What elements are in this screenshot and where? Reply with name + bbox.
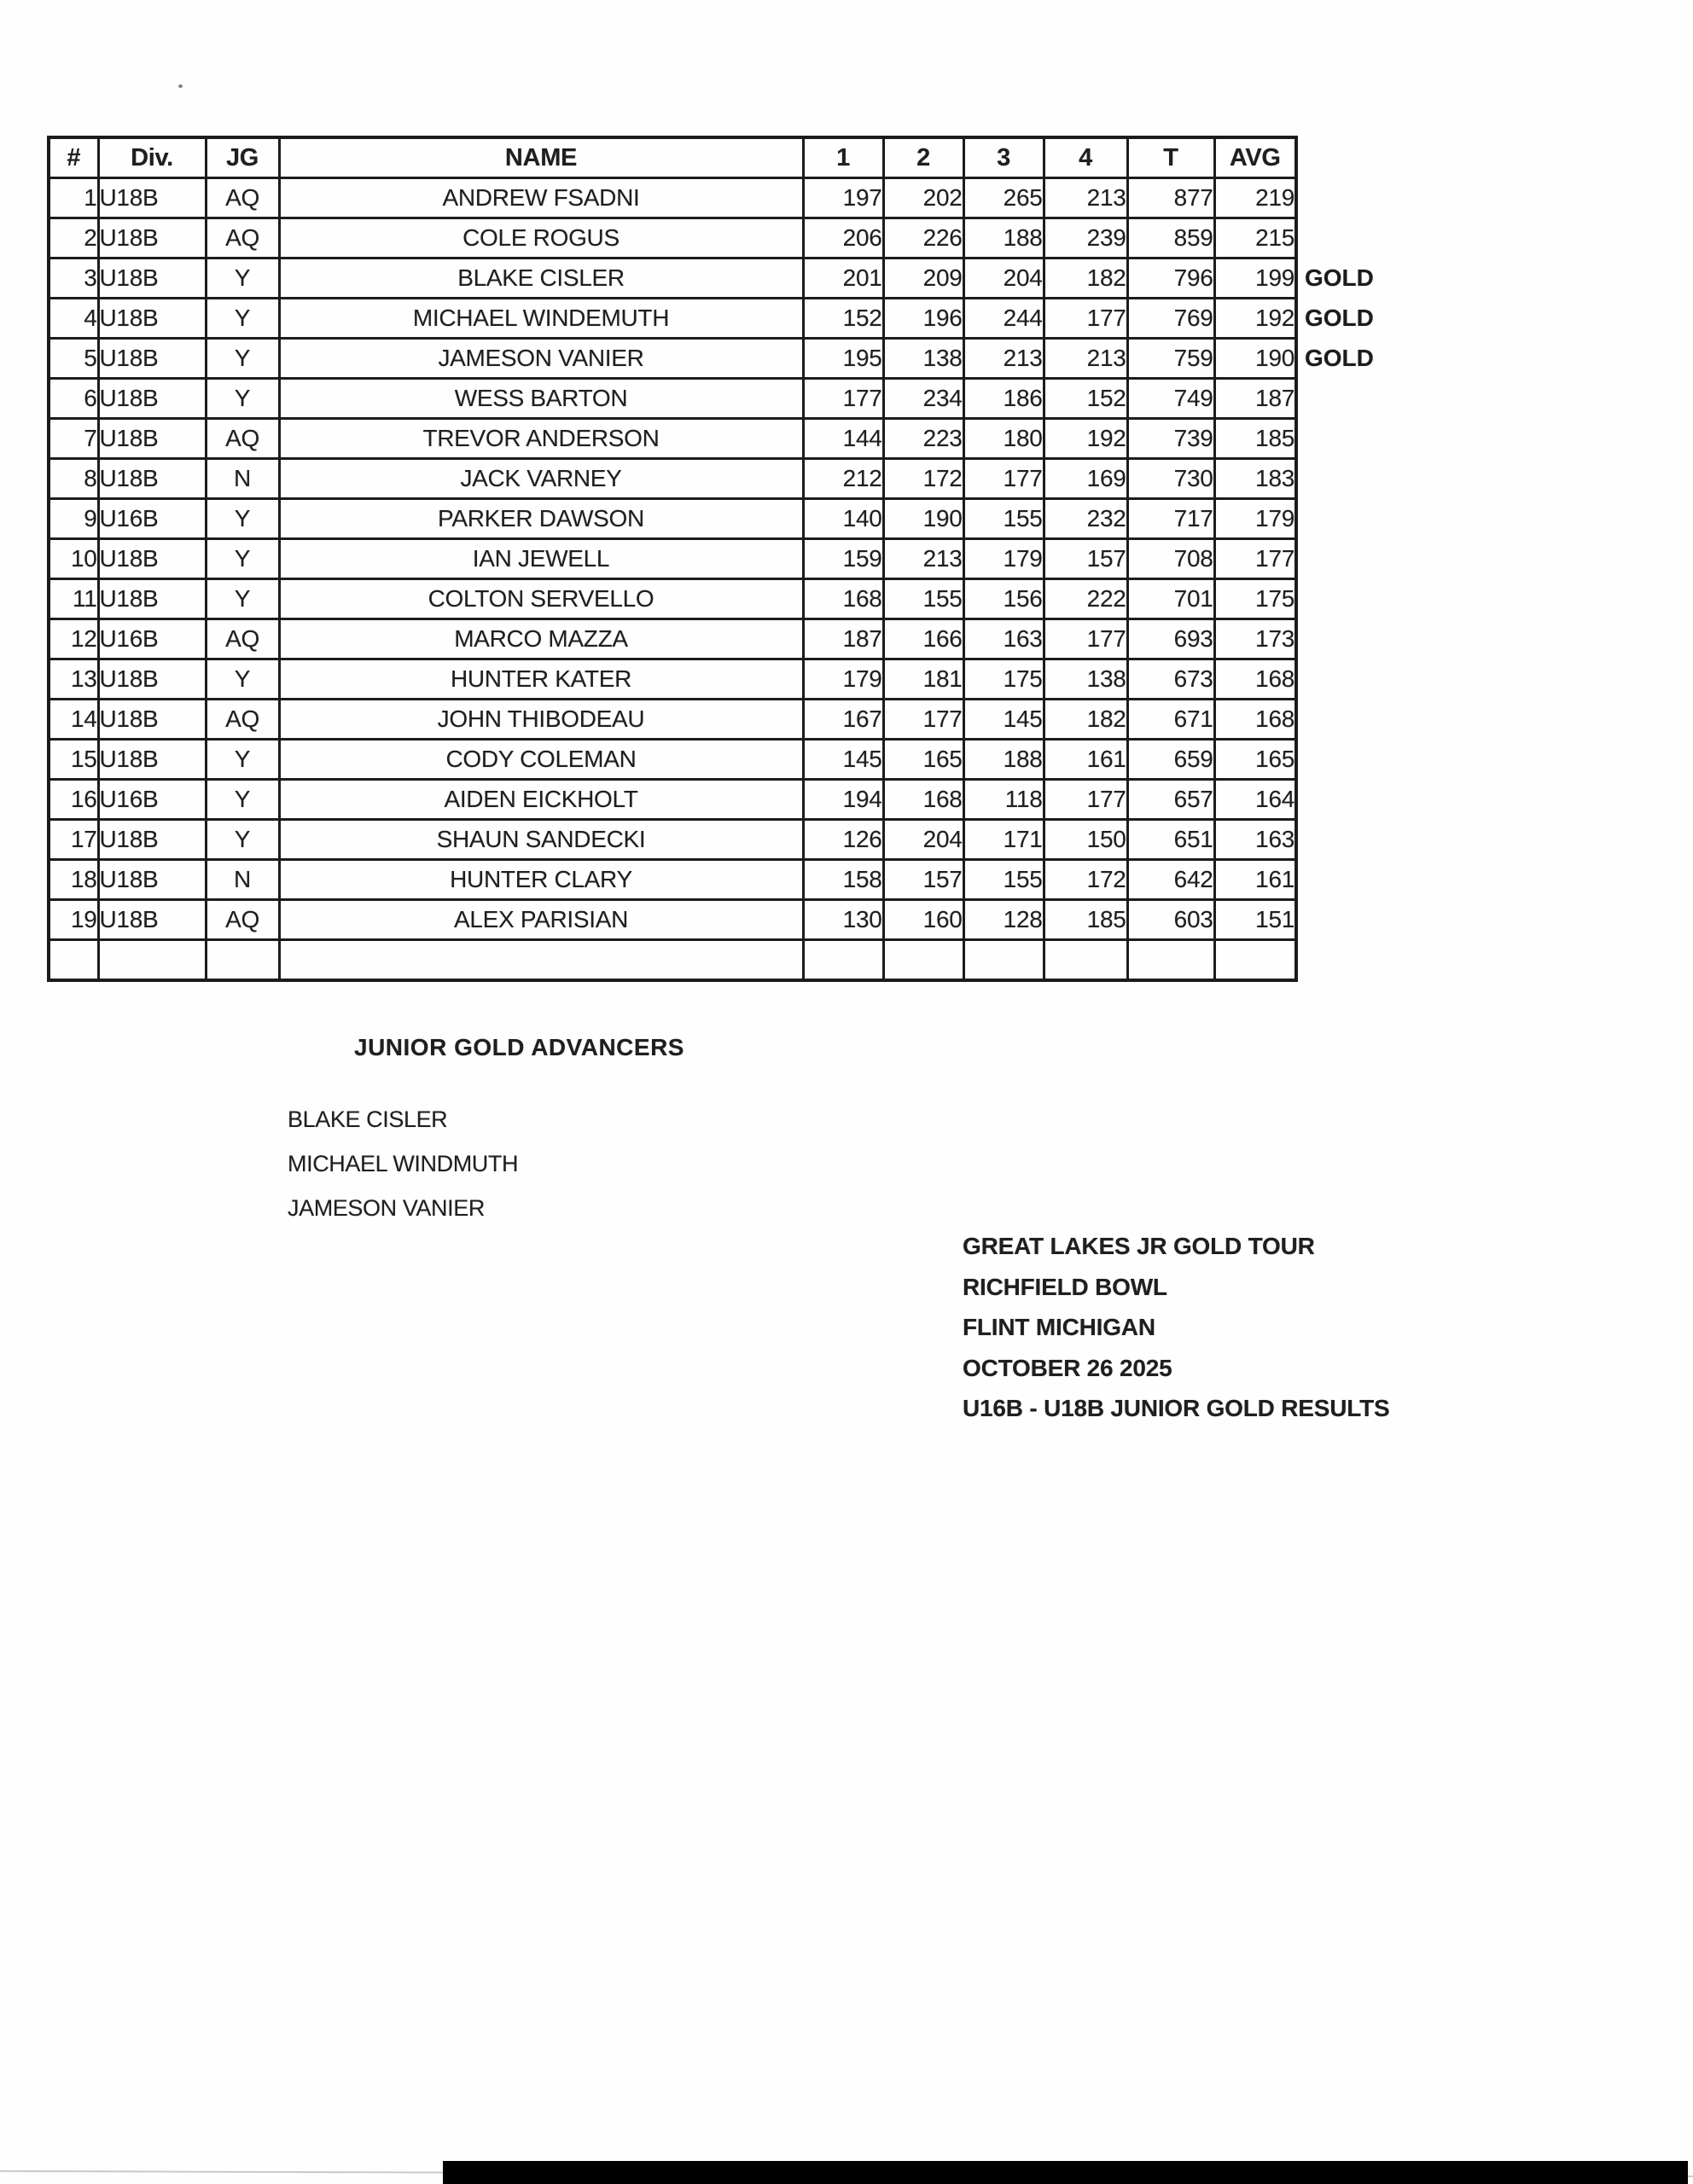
game-1-cell: 152	[803, 299, 883, 339]
name-cell: MARCO MAZZA	[279, 619, 803, 659]
game-2-cell: 190	[883, 499, 963, 539]
empty-cell	[1214, 940, 1296, 981]
jg-cell: AQ	[206, 700, 279, 740]
game-3-cell: 171	[963, 820, 1044, 860]
avg-cell: 163	[1214, 820, 1296, 860]
total-cell: 671	[1127, 700, 1214, 740]
gold-advancer-label: GOLD	[1305, 345, 1374, 371]
game-2-cell: 181	[883, 659, 963, 700]
game-1-cell: 195	[803, 339, 883, 379]
game-3-cell: 180	[963, 419, 1044, 459]
table-row	[49, 459, 1296, 499]
total-cell: 708	[1127, 539, 1214, 579]
game-2-cell: 234	[883, 379, 963, 419]
game-2-cell: 213	[883, 539, 963, 579]
jg-cell: Y	[206, 339, 279, 379]
game-1-cell: 194	[803, 780, 883, 820]
event-info-block	[963, 1226, 1389, 1429]
jg-cell: Y	[206, 740, 279, 780]
table-row	[49, 339, 1296, 379]
empty-cell	[963, 940, 1044, 981]
game-3-cell: 186	[963, 379, 1044, 419]
division-cell: U18B	[98, 379, 206, 419]
name-cell: JACK VARNEY	[279, 459, 803, 499]
game-4-cell: 177	[1044, 619, 1127, 659]
total-cell: 701	[1127, 579, 1214, 619]
rank-cell: 6	[49, 379, 98, 419]
rank-cell: 5	[49, 339, 98, 379]
division-cell: U18B	[98, 579, 206, 619]
table-row	[49, 619, 1296, 659]
game-4-cell: 152	[1044, 379, 1127, 419]
game-1-cell: 197	[803, 178, 883, 218]
division-cell: U18B	[98, 740, 206, 780]
total-cell: 673	[1127, 659, 1214, 700]
empty-cell	[803, 940, 883, 981]
table-row	[49, 258, 1296, 299]
avg-cell: 165	[1214, 740, 1296, 780]
gold-advancer-label: GOLD	[1305, 264, 1374, 291]
name-cell: COLE ROGUS	[279, 218, 803, 258]
total-cell: 651	[1127, 820, 1214, 860]
game-3-cell: 163	[963, 619, 1044, 659]
name-cell: ALEX PARISIAN	[279, 900, 803, 940]
jg-cell: Y	[206, 659, 279, 700]
game-3-cell: 175	[963, 659, 1044, 700]
game-2-cell: 138	[883, 339, 963, 379]
avg-cell: 151	[1214, 900, 1296, 940]
rank-cell: 15	[49, 740, 98, 780]
avg-cell: 219	[1214, 178, 1296, 218]
jg-cell: Y	[206, 258, 279, 299]
game-2-cell: 204	[883, 820, 963, 860]
advancer-name: MICHAEL WINDMUTH	[288, 1151, 519, 1176]
table-row	[49, 900, 1296, 940]
jg-cell: AQ	[206, 218, 279, 258]
rank-cell: 17	[49, 820, 98, 860]
avg-cell: 192 GOLD	[1214, 299, 1296, 339]
avg-cell: 199 GOLD	[1214, 258, 1296, 299]
game-2-cell: 168	[883, 780, 963, 820]
game-3-cell: 204	[963, 258, 1044, 299]
jg-cell: Y	[206, 780, 279, 820]
header-row	[49, 137, 1296, 178]
results-table	[47, 136, 1374, 982]
division-cell: U18B	[98, 459, 206, 499]
game-4-cell: 157	[1044, 539, 1127, 579]
column-header: JG	[206, 137, 279, 178]
game-1-cell: 130	[803, 900, 883, 940]
game-3-cell: 155	[963, 860, 1044, 900]
rank-cell: 12	[49, 619, 98, 659]
column-header: 1	[803, 137, 883, 178]
jg-cell: N	[206, 459, 279, 499]
event-tour-name: GREAT LAKES JR GOLD TOUR	[963, 1233, 1315, 1259]
avg-cell: 185	[1214, 419, 1296, 459]
event-date: OCTOBER 26 2025	[963, 1354, 1172, 1381]
game-4-cell: 182	[1044, 258, 1127, 299]
rank-cell: 7	[49, 419, 98, 459]
jg-cell: Y	[206, 379, 279, 419]
game-1-cell: 144	[803, 419, 883, 459]
rank-cell: 9	[49, 499, 98, 539]
avg-cell: 168	[1214, 700, 1296, 740]
avg-cell: 164	[1214, 780, 1296, 820]
table-row	[49, 780, 1296, 820]
total-cell: 659	[1127, 740, 1214, 780]
game-1-cell: 145	[803, 740, 883, 780]
game-2-cell: 166	[883, 619, 963, 659]
avg-cell: 173	[1214, 619, 1296, 659]
table-row	[49, 659, 1296, 700]
name-cell: ANDREW FSADNI	[279, 178, 803, 218]
game-4-cell: 169	[1044, 459, 1127, 499]
game-1-cell: 168	[803, 579, 883, 619]
name-cell: WESS BARTON	[279, 379, 803, 419]
division-cell: U18B	[98, 218, 206, 258]
empty-cell	[1127, 940, 1214, 981]
table-row	[49, 579, 1296, 619]
name-cell: HUNTER KATER	[279, 659, 803, 700]
game-4-cell: 172	[1044, 860, 1127, 900]
division-cell: U16B	[98, 780, 206, 820]
avg-cell: 215	[1214, 218, 1296, 258]
column-header: AVG	[1214, 137, 1296, 178]
avg-cell: 187	[1214, 379, 1296, 419]
division-cell: U18B	[98, 419, 206, 459]
division-cell: U18B	[98, 900, 206, 940]
rank-cell: 10	[49, 539, 98, 579]
game-1-cell: 206	[803, 218, 883, 258]
game-3-cell: 155	[963, 499, 1044, 539]
division-cell: U18B	[98, 299, 206, 339]
total-cell: 739	[1127, 419, 1214, 459]
jg-cell: AQ	[206, 900, 279, 940]
game-2-cell: 226	[883, 218, 963, 258]
game-3-cell: 177	[963, 459, 1044, 499]
total-cell: 877	[1127, 178, 1214, 218]
game-3-cell: 118	[963, 780, 1044, 820]
scan-edge-black-bar	[443, 2161, 1688, 2184]
division-cell: U18B	[98, 539, 206, 579]
division-cell: U18B	[98, 339, 206, 379]
division-cell: U16B	[98, 499, 206, 539]
column-header: 4	[1044, 137, 1127, 178]
table-row	[49, 299, 1296, 339]
division-cell: U18B	[98, 860, 206, 900]
game-4-cell: 213	[1044, 178, 1127, 218]
total-cell: 769	[1127, 299, 1214, 339]
game-1-cell: 201	[803, 258, 883, 299]
game-4-cell: 192	[1044, 419, 1127, 459]
jg-cell: AQ	[206, 619, 279, 659]
game-4-cell: 177	[1044, 780, 1127, 820]
total-cell: 717	[1127, 499, 1214, 539]
division-cell: U18B	[98, 700, 206, 740]
division-cell: U18B	[98, 659, 206, 700]
game-4-cell: 185	[1044, 900, 1127, 940]
column-header: NAME	[279, 137, 803, 178]
division-cell: U18B	[98, 178, 206, 218]
game-4-cell: 177	[1044, 299, 1127, 339]
game-4-cell: 232	[1044, 499, 1127, 539]
division-cell: U18B	[98, 258, 206, 299]
game-2-cell: 177	[883, 700, 963, 740]
advancer-name: BLAKE CISLER	[288, 1107, 448, 1132]
name-cell: TREVOR ANDERSON	[279, 419, 803, 459]
name-cell: HUNTER CLARY	[279, 860, 803, 900]
empty-cell	[883, 940, 963, 981]
rank-cell: 11	[49, 579, 98, 619]
jg-cell: Y	[206, 299, 279, 339]
game-3-cell: 128	[963, 900, 1044, 940]
total-cell: 693	[1127, 619, 1214, 659]
empty-cell	[206, 940, 279, 981]
name-cell: AIDEN EICKHOLT	[279, 780, 803, 820]
avg-cell: 175	[1214, 579, 1296, 619]
game-1-cell: 158	[803, 860, 883, 900]
jg-cell: Y	[206, 539, 279, 579]
name-cell: IAN JEWELL	[279, 539, 803, 579]
avg-cell: 183	[1214, 459, 1296, 499]
name-cell: PARKER DAWSON	[279, 499, 803, 539]
event-city: FLINT MICHIGAN	[963, 1314, 1155, 1340]
avg-cell: 168	[1214, 659, 1296, 700]
game-2-cell: 196	[883, 299, 963, 339]
game-3-cell: 244	[963, 299, 1044, 339]
table-row-empty	[49, 940, 1296, 981]
game-3-cell: 265	[963, 178, 1044, 218]
game-2-cell: 160	[883, 900, 963, 940]
name-cell: JAMESON VANIER	[279, 339, 803, 379]
gold-advancer-label: GOLD	[1305, 305, 1374, 331]
game-2-cell: 202	[883, 178, 963, 218]
rank-cell: 13	[49, 659, 98, 700]
scan-speck-artifact	[178, 84, 183, 88]
empty-cell	[98, 940, 206, 981]
game-1-cell: 126	[803, 820, 883, 860]
game-3-cell: 156	[963, 579, 1044, 619]
column-header: #	[49, 137, 98, 178]
rank-cell: 2	[49, 218, 98, 258]
game-1-cell: 187	[803, 619, 883, 659]
rank-cell: 8	[49, 459, 98, 499]
rank-cell: 3	[49, 258, 98, 299]
jg-cell: Y	[206, 579, 279, 619]
name-cell: BLAKE CISLER	[279, 258, 803, 299]
jg-cell: Y	[206, 820, 279, 860]
game-4-cell: 239	[1044, 218, 1127, 258]
rank-cell: 16	[49, 780, 98, 820]
game-2-cell: 155	[883, 579, 963, 619]
column-header: Div.	[98, 137, 206, 178]
division-cell: U18B	[98, 820, 206, 860]
avg-cell: 190 GOLD	[1214, 339, 1296, 379]
name-cell: JOHN THIBODEAU	[279, 700, 803, 740]
table-row	[49, 379, 1296, 419]
avg-cell: 177	[1214, 539, 1296, 579]
advancer-name: JAMESON VANIER	[288, 1195, 485, 1221]
table-row	[49, 539, 1296, 579]
game-4-cell: 161	[1044, 740, 1127, 780]
rank-cell: 1	[49, 178, 98, 218]
game-2-cell: 223	[883, 419, 963, 459]
table-row	[49, 740, 1296, 780]
jg-cell: AQ	[206, 419, 279, 459]
table-row	[49, 700, 1296, 740]
rank-cell: 4	[49, 299, 98, 339]
rank-cell: 18	[49, 860, 98, 900]
game-3-cell: 188	[963, 218, 1044, 258]
game-2-cell: 172	[883, 459, 963, 499]
column-header: T	[1127, 137, 1214, 178]
jg-cell: Y	[206, 499, 279, 539]
game-1-cell: 140	[803, 499, 883, 539]
rank-cell: 14	[49, 700, 98, 740]
column-header: 3	[963, 137, 1044, 178]
game-3-cell: 179	[963, 539, 1044, 579]
total-cell: 859	[1127, 218, 1214, 258]
game-2-cell: 209	[883, 258, 963, 299]
game-2-cell: 157	[883, 860, 963, 900]
division-cell: U16B	[98, 619, 206, 659]
game-4-cell: 213	[1044, 339, 1127, 379]
name-cell: SHAUN SANDECKI	[279, 820, 803, 860]
game-4-cell: 138	[1044, 659, 1127, 700]
game-1-cell: 212	[803, 459, 883, 499]
jg-cell: AQ	[206, 178, 279, 218]
name-cell: COLTON SERVELLO	[279, 579, 803, 619]
total-cell: 749	[1127, 379, 1214, 419]
game-1-cell: 159	[803, 539, 883, 579]
name-cell: CODY COLEMAN	[279, 740, 803, 780]
game-1-cell: 167	[803, 700, 883, 740]
table-row	[49, 419, 1296, 459]
total-cell: 642	[1127, 860, 1214, 900]
table-row	[49, 178, 1296, 218]
game-2-cell: 165	[883, 740, 963, 780]
game-3-cell: 145	[963, 700, 1044, 740]
jg-cell: N	[206, 860, 279, 900]
table-row	[49, 860, 1296, 900]
total-cell: 759	[1127, 339, 1214, 379]
table-row	[49, 820, 1296, 860]
advancers-heading: JUNIOR GOLD ADVANCERS	[354, 1034, 684, 1060]
total-cell: 603	[1127, 900, 1214, 940]
column-header: 2	[883, 137, 963, 178]
game-3-cell: 213	[963, 339, 1044, 379]
game-1-cell: 179	[803, 659, 883, 700]
table-row	[49, 499, 1296, 539]
game-3-cell: 188	[963, 740, 1044, 780]
event-title: U16B - U18B JUNIOR GOLD RESULTS	[963, 1395, 1390, 1421]
total-cell: 657	[1127, 780, 1214, 820]
total-cell: 730	[1127, 459, 1214, 499]
game-4-cell: 150	[1044, 820, 1127, 860]
empty-cell	[1044, 940, 1127, 981]
game-4-cell: 182	[1044, 700, 1127, 740]
table-row	[49, 218, 1296, 258]
name-cell: MICHAEL WINDEMUTH	[279, 299, 803, 339]
empty-cell	[49, 940, 98, 981]
game-1-cell: 177	[803, 379, 883, 419]
avg-cell: 179	[1214, 499, 1296, 539]
total-cell: 796	[1127, 258, 1214, 299]
event-venue: RICHFIELD BOWL	[963, 1273, 1167, 1300]
avg-cell: 161	[1214, 860, 1296, 900]
rank-cell: 19	[49, 900, 98, 940]
game-4-cell: 222	[1044, 579, 1127, 619]
empty-cell	[279, 940, 803, 981]
